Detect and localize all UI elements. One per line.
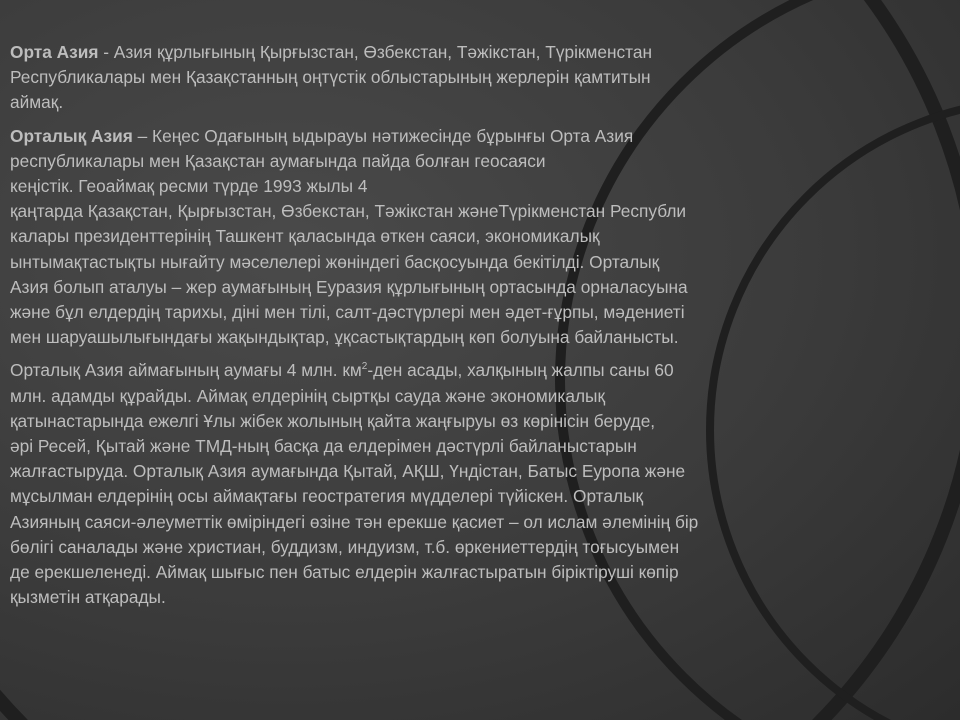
paragraph-3-line-3: қатынастарында ежелгі Ұлы жібек жолының қайта жаңғыруы өз көрінісін беруде, (10, 410, 656, 431)
paragraph-3-line-2: млн. адамды құрайды. Аймақ елдерінің сыртқы сауда және экономикалық (10, 385, 606, 406)
slide-text (10, 40, 860, 610)
paragraph-1-line-1 (10, 40, 860, 65)
paragraph-1-line-2: Республикалары мен Қазақстанның оңтүстік облыстарының жерлерін қамтитын (10, 67, 651, 88)
paragraph-1-line-3: аймақ. (10, 92, 64, 113)
paragraph-2-line-7: Азия болып аталуы – жер аумағының Еуразия құрлығының ортасында орналасуына (10, 276, 688, 297)
paragraph-1-line-1-text: - Азия құрлығының Қырғызстан, Өзбекстан, Тәжікстан, Түрікменстан (98, 42, 653, 62)
paragraph-region-description (10, 358, 860, 610)
superscript-two: 2 (361, 361, 368, 373)
paragraph-2-line-4: қаңтарда Қазақстан, Қырғызстан, Өзбекстан, Тәжікстан жәнеТүрікменстан Республи (10, 201, 687, 222)
paragraph-3-line-6: мұсылман елдерінің осы аймақтағы геостратегия мүдделері түйіскен. Орталық (10, 486, 644, 507)
paragraph-2-line-9: мен шаруашылығындағы жақындықтар, ұқсастықтардың көп болуына байланысты. (10, 327, 679, 348)
paragraph-orta-azia (10, 40, 860, 116)
paragraph-2-line-8: және бұл елдердің тарихы, діні мен тілі, салт-дәстүрлері мен әдет-ғұрпы, мәдениеті (10, 302, 685, 323)
paragraph-3-line-9: де ерекшеленеді. Аймақ шығыс пен батыс елдерін жалғастыратын біріктіруші көпір (10, 562, 679, 583)
term-orta-azia: Орта Азия (10, 42, 99, 62)
paragraph-2-line-6: ынтымақтастықты нығайту мәселелері жөніндегі басқосуында бекітілді. Орталық (10, 251, 660, 272)
term-ortalyk-azia: Орталық Азия (10, 125, 133, 146)
paragraph-3-line-5: жалғастыруда. Орталық Азия аумағында Қытай, АҚШ, Үндістан, Батыс Еуропа және (10, 461, 686, 482)
paragraph-2-line-1-text: – Кеңес Одағының ыдырауы нәтижесінде бұрынғы Орта Азия (132, 125, 634, 146)
paragraph-3-line-1-start: Орталық Азия аймағының аумағы 4 млн. км (10, 360, 362, 381)
paragraph-3-line-4: әрі Ресей, Қытай және ТМД-ның басқа да елдерімен дәстүрлі байланыстарын (10, 436, 637, 457)
paragraph-3-line-7: Азияның саяси-әлеуметтік өміріндегі өзіне тән ерекше қасиет – ол ислам әлемінің бір (10, 511, 699, 532)
paragraph-3-line-8: бөлігі саналады және христиан, буддизм, индуизм, т.б. өркениеттердің тоғысуымен (10, 536, 680, 557)
paragraph-3-line-1-end: -ден асады, халқының жалпы саны 60 (367, 360, 674, 381)
paragraph-2-line-1 (10, 124, 860, 149)
paragraph-2-line-2: республикалары мен Қазақстан аумағында пайда болған геосаяси (10, 150, 546, 171)
paragraph-2-line-3: кеңістік. Геоаймақ ресми түрде 1993 жылы 4 (10, 176, 368, 197)
paragraph-ortalyk-azia (10, 124, 860, 351)
paragraph-2-line-5: калары президенттерінің Ташкент қаласында өткен саяси, экономикалық (10, 226, 600, 247)
paragraph-3-line-10: қызметін атқарады. (10, 587, 166, 608)
paragraph-3-line-1 (10, 358, 860, 383)
